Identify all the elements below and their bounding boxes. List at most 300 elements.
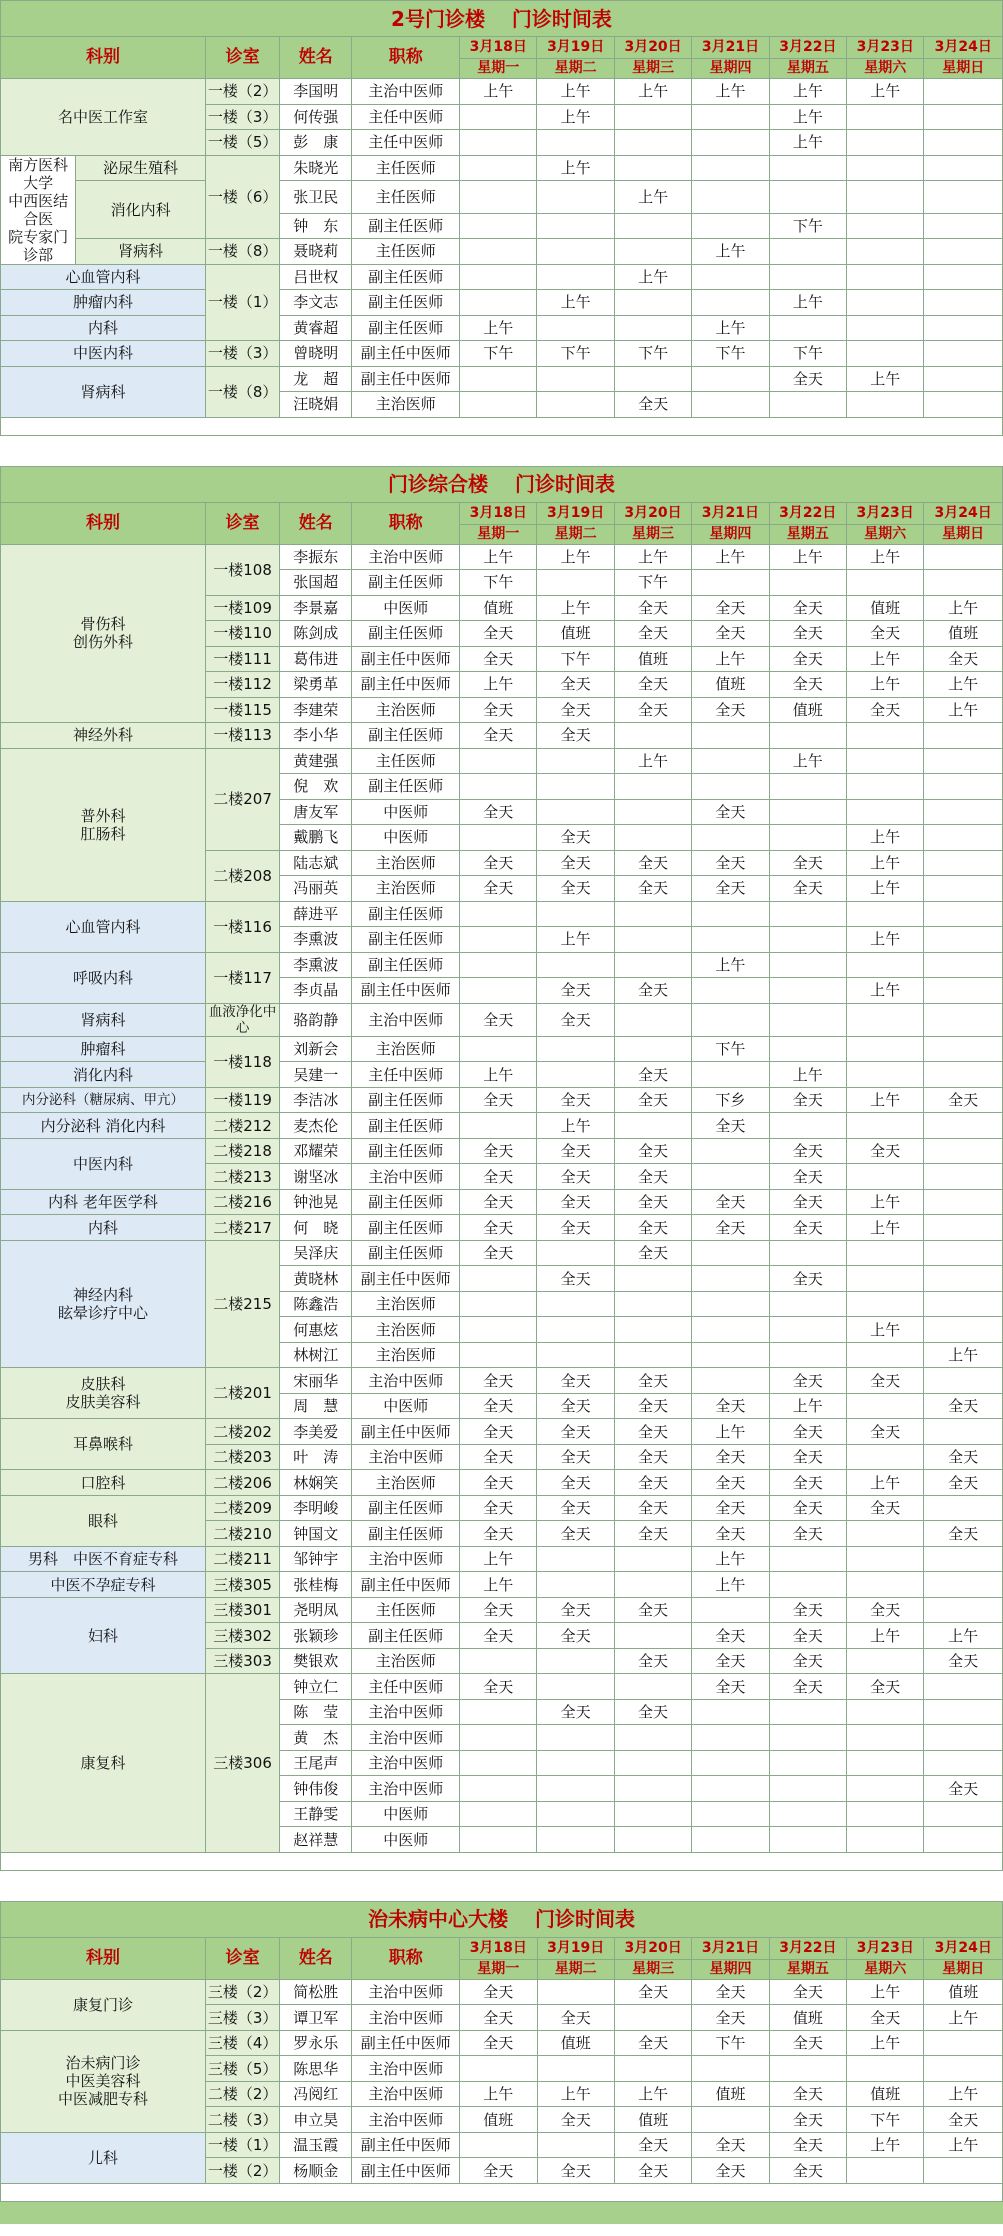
schedule-row — [1, 1979, 1003, 2005]
schedule-slot: 全天 — [692, 1648, 769, 1674]
schedule-slot — [769, 1572, 846, 1598]
schedule-slot — [692, 155, 769, 181]
schedule-slot — [846, 1725, 923, 1751]
schedule-slot: 全天 — [537, 1138, 614, 1164]
schedule-slot: 全天 — [769, 1266, 846, 1292]
schedule-slot — [769, 392, 846, 418]
schedule-slot: 全天 — [460, 1138, 537, 1164]
header-title: 职称 — [352, 1937, 460, 1979]
schedule-slot — [614, 1266, 691, 1292]
schedule-row — [1, 1036, 1003, 1062]
schedule-row — [1, 1240, 1003, 1266]
schedule-slot: 全天 — [692, 1521, 769, 1547]
header-row-dates — [1, 37, 1003, 59]
schedule-slot: 上午 — [537, 104, 614, 130]
schedule-slot: 全天 — [460, 1368, 537, 1394]
doctor-title: 主治医师 — [352, 1342, 460, 1368]
schedule-slot — [924, 978, 1003, 1004]
schedule-slot: 上午 — [847, 79, 924, 105]
schedule-slot — [924, 1546, 1003, 1572]
doctor-title: 副主任医师 — [352, 1215, 460, 1241]
doctor-name: 张国超 — [280, 570, 352, 596]
schedule-slot: 全天 — [614, 672, 691, 698]
doctor-title: 副主任中医师 — [352, 2030, 460, 2056]
schedule-slot — [537, 1240, 614, 1266]
room-cell: 二楼207 — [205, 748, 279, 850]
schedule-slot — [460, 2056, 537, 2082]
room-cell: 三楼303 — [205, 1648, 279, 1674]
schedule-slot — [614, 366, 691, 392]
schedule-slot: 上午 — [846, 1317, 923, 1343]
schedule-slot: 全天 — [769, 2081, 846, 2107]
schedule-slot: 全天 — [614, 1393, 691, 1419]
schedule-slot — [614, 1546, 691, 1572]
schedule-slot — [924, 723, 1003, 749]
schedule-slot: 全天 — [924, 1393, 1003, 1419]
schedule-slot — [769, 978, 846, 1004]
doctor-title: 中医师 — [352, 1393, 460, 1419]
schedule-slot: 上午 — [769, 1062, 846, 1088]
header-weekday: 星期三 — [614, 1959, 691, 1979]
schedule-slot — [460, 392, 537, 418]
doctor-title: 副主任医师 — [352, 1113, 460, 1139]
room-cell: 三楼（2） — [205, 1979, 279, 2005]
header-date: 3月19日 — [537, 502, 614, 524]
schedule-slot: 全天 — [846, 1597, 923, 1623]
schedule-slot: 全天 — [614, 1470, 691, 1496]
header-name: 姓名 — [280, 1937, 352, 1979]
header-name: 姓名 — [280, 502, 352, 544]
schedule-slot: 全天 — [769, 1164, 846, 1190]
schedule-slot: 上午 — [769, 748, 846, 774]
department-cell: 内分泌科 消化内科 — [1, 1113, 206, 1139]
schedule-slot — [924, 2158, 1003, 2184]
header-weekday: 星期六 — [847, 59, 924, 79]
schedule-slot — [614, 1801, 691, 1827]
doctor-title: 副主任医师 — [352, 1087, 460, 1113]
schedule-slot — [537, 1036, 614, 1062]
room-cell: 一楼115 — [205, 697, 279, 723]
schedule-slot: 全天 — [460, 1623, 537, 1649]
schedule-slot: 下午 — [614, 570, 691, 596]
schedule-slot — [460, 130, 537, 156]
doctor-name: 冯丽英 — [280, 876, 352, 902]
room-cell: 三楼306 — [205, 1674, 279, 1853]
doctor-title: 主治医师 — [352, 876, 460, 902]
schedule-slot: 上午 — [692, 1572, 769, 1598]
schedule-slot — [614, 901, 691, 927]
schedule-slot: 全天 — [614, 1368, 691, 1394]
schedule-slot: 全天 — [692, 1189, 769, 1215]
header-date: 3月24日 — [924, 37, 1003, 59]
sub-department-cell: 肾病科 — [76, 239, 206, 265]
doctor-title: 副主任中医师 — [352, 366, 460, 392]
department-cell: 耳鼻喉科 — [1, 1419, 206, 1470]
schedule-slot: 全天 — [769, 1087, 846, 1113]
room-cell: 一楼（2） — [205, 79, 279, 105]
schedule-slot — [460, 366, 537, 392]
schedule-slot — [924, 290, 1003, 316]
schedule-slot — [846, 1113, 923, 1139]
schedule-slot — [460, 181, 537, 214]
doctor-name: 李明峻 — [280, 1495, 352, 1521]
schedule-slot: 全天 — [460, 2030, 537, 2056]
schedule-table — [0, 466, 1003, 1871]
department-cell: 肾病科 — [1, 1003, 206, 1036]
department-cell: 男科 中医不育症专科 — [1, 1546, 206, 1572]
schedule-slot — [769, 1827, 846, 1853]
schedule-slot — [537, 799, 614, 825]
schedule-row — [1, 315, 1003, 341]
doctor-name: 黄 杰 — [280, 1725, 352, 1751]
schedule-slot: 值班 — [614, 2107, 691, 2133]
room-cell: 一楼（1） — [205, 264, 279, 341]
schedule-slot — [692, 392, 769, 418]
schedule-slot — [769, 1036, 846, 1062]
schedule-slot: 下午 — [460, 570, 537, 596]
schedule-slot — [614, 799, 691, 825]
doctor-name: 王尾声 — [280, 1750, 352, 1776]
schedule-row — [1, 79, 1003, 105]
schedule-slot: 值班 — [769, 697, 846, 723]
room-cell: 三楼（5） — [205, 2056, 279, 2082]
schedule-slot: 全天 — [537, 1419, 614, 1445]
doctor-name: 吴泽庆 — [280, 1240, 352, 1266]
doctor-title: 主治医师 — [352, 1470, 460, 1496]
schedule-slot — [460, 1750, 537, 1776]
schedule-slot — [460, 1725, 537, 1751]
room-cell: 二楼215 — [205, 1240, 279, 1368]
schedule-slot: 上午 — [460, 1546, 537, 1572]
doctor-name: 邓耀荣 — [280, 1138, 352, 1164]
schedule-slot — [614, 927, 691, 953]
schedule-slot: 下午 — [614, 341, 691, 367]
doctor-name: 聂晓莉 — [280, 239, 352, 265]
schedule-slot — [924, 341, 1003, 367]
schedule-slot: 全天 — [460, 697, 537, 723]
doctor-name: 李熏波 — [280, 927, 352, 953]
schedule-slot: 全天 — [460, 1597, 537, 1623]
schedule-slot: 全天 — [460, 2005, 537, 2031]
schedule-slot — [846, 799, 923, 825]
schedule-slot: 全天 — [769, 1470, 846, 1496]
schedule-slot — [460, 1648, 537, 1674]
header-weekday: 星期一 — [460, 524, 537, 544]
doctor-name: 周 慧 — [280, 1393, 352, 1419]
schedule-slot — [846, 1699, 923, 1725]
schedule-slot: 全天 — [614, 1444, 691, 1470]
schedule-slot: 全天 — [769, 1215, 846, 1241]
doctor-title: 副主任医师 — [352, 952, 460, 978]
schedule-slot: 全天 — [692, 697, 769, 723]
schedule-slot — [846, 901, 923, 927]
doctor-name: 陈思华 — [280, 2056, 352, 2082]
doctor-title: 副主任医师 — [352, 1189, 460, 1215]
doctor-title: 副主任中医师 — [352, 672, 460, 698]
schedule-slot — [692, 1750, 769, 1776]
schedule-slot — [537, 570, 614, 596]
doctor-title: 副主任医师 — [352, 290, 460, 316]
schedule-slot: 全天 — [924, 2107, 1003, 2133]
schedule-slot: 下午 — [692, 1036, 769, 1062]
schedule-slot: 上午 — [846, 978, 923, 1004]
header-dept: 科别 — [1, 1937, 206, 1979]
doctor-title: 副主任中医师 — [352, 2158, 460, 2184]
schedule-slot — [846, 1750, 923, 1776]
schedule-slot — [924, 1189, 1003, 1215]
schedule-slot: 全天 — [769, 2158, 846, 2184]
schedule-slot — [924, 1291, 1003, 1317]
schedule-slot: 上午 — [769, 130, 846, 156]
schedule-slot: 上午 — [846, 1470, 923, 1496]
schedule-slot — [769, 799, 846, 825]
schedule-slot: 上午 — [846, 672, 923, 698]
department-cell: 肿瘤内科 — [1, 290, 206, 316]
header-weekday: 星期二 — [537, 524, 614, 544]
schedule-slot: 全天 — [537, 1470, 614, 1496]
schedule-slot — [924, 1215, 1003, 1241]
schedule-slot — [924, 1266, 1003, 1292]
header-weekday: 星期四 — [692, 1959, 769, 1979]
room-cell: 一楼（8） — [205, 239, 279, 265]
schedule-slot — [537, 1546, 614, 1572]
department-cell: 消化内科 — [1, 1062, 206, 1088]
schedule-slot: 下午 — [537, 646, 614, 672]
schedule-slot — [692, 1801, 769, 1827]
schedule-slot — [614, 104, 691, 130]
schedule-slot — [924, 825, 1003, 851]
schedule-slot — [537, 315, 614, 341]
doctor-title: 主治中医师 — [352, 544, 460, 570]
schedule-slot — [692, 774, 769, 800]
schedule-row — [1, 544, 1003, 570]
header-date: 3月21日 — [692, 1937, 769, 1959]
schedule-slot: 全天 — [537, 2005, 614, 2031]
schedule-slot: 上午 — [692, 79, 769, 105]
schedule-slot: 全天 — [769, 1979, 846, 2005]
schedule-slot — [924, 2030, 1003, 2056]
schedule-slot: 全天 — [537, 1623, 614, 1649]
schedule-slot — [537, 213, 614, 239]
schedule-row — [1, 1138, 1003, 1164]
header-weekday: 星期二 — [537, 1959, 614, 1979]
schedule-slot: 上午 — [692, 646, 769, 672]
schedule-slot — [924, 104, 1003, 130]
schedule-slot: 上午 — [924, 1342, 1003, 1368]
department-cell: 心血管内科 — [1, 901, 206, 952]
doctor-title: 中医师 — [352, 825, 460, 851]
schedule-slot: 全天 — [769, 1138, 846, 1164]
schedule-slot — [614, 213, 691, 239]
schedule-row — [1, 1062, 1003, 1088]
schedule-slot — [614, 1750, 691, 1776]
doctor-title: 主任中医师 — [352, 1062, 460, 1088]
room-cell: 一楼（8） — [205, 366, 279, 417]
schedule-slot: 上午 — [692, 544, 769, 570]
schedule-slot — [847, 155, 924, 181]
section-spacer — [0, 436, 1003, 466]
doctor-title: 副主任医师 — [352, 901, 460, 927]
schedule-slot — [692, 1699, 769, 1725]
schedule-slot: 全天 — [460, 621, 537, 647]
doctor-name: 梁勇革 — [280, 672, 352, 698]
schedule-slot: 全天 — [460, 1674, 537, 1700]
schedule-slot: 全天 — [769, 876, 846, 902]
schedule-slot — [924, 927, 1003, 953]
blank-cell — [1, 1852, 1003, 1870]
room-cell: 二楼203 — [205, 1444, 279, 1470]
schedule-slot — [460, 978, 537, 1004]
doctor-title: 主治医师 — [352, 392, 460, 418]
schedule-slot — [537, 1801, 614, 1827]
schedule-row — [1, 1087, 1003, 1113]
schedule-slot: 全天 — [460, 1215, 537, 1241]
schedule-slot — [924, 1036, 1003, 1062]
schedule-slot: 上午 — [847, 2030, 924, 2056]
room-cell: 三楼305 — [205, 1572, 279, 1598]
doctor-name: 李建荣 — [280, 697, 352, 723]
schedule-slot: 值班 — [769, 2005, 846, 2031]
doctor-name: 黄建强 — [280, 748, 352, 774]
schedule-slot: 上午 — [692, 239, 769, 265]
schedule-slot — [460, 1317, 537, 1343]
schedule-slot — [846, 1003, 923, 1036]
schedule-slot — [846, 570, 923, 596]
department-cell: 南方医科大学 中西医结合医 院专家门诊部 — [1, 155, 76, 264]
schedule-slot — [692, 104, 769, 130]
doctor-name: 林娴笑 — [280, 1470, 352, 1496]
schedule-slot — [614, 825, 691, 851]
schedule-slot — [847, 290, 924, 316]
doctor-name: 陈 莹 — [280, 1699, 352, 1725]
schedule-slot — [846, 1240, 923, 1266]
doctor-name: 刘新会 — [280, 1036, 352, 1062]
room-cell: 一楼110 — [205, 621, 279, 647]
header-date: 3月24日 — [924, 502, 1003, 524]
schedule-slot — [614, 1342, 691, 1368]
schedule-slot — [924, 1674, 1003, 1700]
schedule-slot: 全天 — [692, 1495, 769, 1521]
doctor-name: 何 晓 — [280, 1215, 352, 1241]
schedule-row — [1, 2132, 1003, 2158]
doctor-name: 杨顺金 — [280, 2158, 352, 2184]
doctor-name: 钟立仁 — [280, 1674, 352, 1700]
schedule-slot — [846, 1572, 923, 1598]
schedule-slot — [460, 213, 537, 239]
schedule-slot: 下午 — [692, 2030, 769, 2056]
header-date: 3月20日 — [614, 37, 691, 59]
schedule-slot — [614, 290, 691, 316]
schedule-slot: 上午 — [537, 79, 614, 105]
department-cell: 呼吸内科 — [1, 952, 206, 1003]
schedule-slot: 全天 — [846, 1138, 923, 1164]
header-room: 诊室 — [205, 502, 279, 544]
doctor-name: 樊银欢 — [280, 1648, 352, 1674]
schedule-slot: 全天 — [692, 1444, 769, 1470]
blank-row — [1, 1852, 1003, 1870]
schedule-slot: 全天 — [692, 2158, 769, 2184]
footer-bar — [0, 2202, 1003, 2224]
schedule-slot — [924, 392, 1003, 418]
doctor-name: 谭卫军 — [280, 2005, 352, 2031]
room-cell: 一楼（1） — [205, 2132, 279, 2158]
schedule-slot — [846, 1521, 923, 1547]
department-cell: 内科 — [1, 1215, 206, 1241]
schedule-slot — [924, 239, 1003, 265]
schedule-slot: 全天 — [614, 1189, 691, 1215]
schedule-slot — [924, 1419, 1003, 1445]
schedule-slot — [769, 181, 846, 214]
schedule-slot: 全天 — [537, 1444, 614, 1470]
schedule-slot — [537, 952, 614, 978]
schedule-slot — [924, 1368, 1003, 1394]
schedule-slot: 全天 — [769, 1674, 846, 1700]
header-weekday: 星期日 — [924, 1959, 1003, 1979]
schedule-slot — [692, 1003, 769, 1036]
doctor-name: 钟池晃 — [280, 1189, 352, 1215]
doctor-name: 张桂梅 — [280, 1572, 352, 1598]
header-weekday: 星期五 — [769, 59, 846, 79]
schedule-slot: 上午 — [846, 876, 923, 902]
schedule-slot: 全天 — [537, 1087, 614, 1113]
schedule-slot — [924, 850, 1003, 876]
doctor-title: 主治中医师 — [352, 2081, 460, 2107]
doctor-title: 副主任医师 — [352, 927, 460, 953]
doctor-title: 主任医师 — [352, 1597, 460, 1623]
schedule-slot — [537, 901, 614, 927]
schedule-slot — [537, 1725, 614, 1751]
schedule-slot: 上午 — [614, 79, 691, 105]
doctor-title: 中医师 — [352, 1801, 460, 1827]
doctor-name: 钟 东 — [280, 213, 352, 239]
doctor-name: 彭 康 — [280, 130, 352, 156]
schedule-slot — [924, 952, 1003, 978]
header-weekday: 星期六 — [847, 1959, 924, 1979]
schedule-slot: 上午 — [846, 850, 923, 876]
schedule-slot — [614, 1003, 691, 1036]
schedule-slot — [537, 181, 614, 214]
department-cell: 治未病门诊 中医美容科 中医减肥专科 — [1, 2030, 206, 2132]
schedule-slot: 全天 — [692, 595, 769, 621]
schedule-slot: 全天 — [460, 799, 537, 825]
schedule-slot — [614, 1113, 691, 1139]
schedule-slot: 全天 — [692, 1393, 769, 1419]
schedule-slot — [614, 723, 691, 749]
schedule-slot: 上午 — [924, 2005, 1003, 2031]
schedule-slot: 值班 — [537, 2030, 614, 2056]
schedule-slot — [614, 1317, 691, 1343]
schedule-slot — [846, 1062, 923, 1088]
schedule-slot — [460, 239, 537, 265]
schedule-slot — [924, 544, 1003, 570]
schedule-slot: 全天 — [460, 1087, 537, 1113]
header-weekday: 星期一 — [460, 1959, 537, 1979]
schedule-slot: 上午 — [692, 952, 769, 978]
doctor-title: 主治中医师 — [352, 1725, 460, 1751]
header-title: 职称 — [352, 37, 460, 79]
schedule-row — [1, 901, 1003, 927]
schedule-slot — [692, 290, 769, 316]
schedule-slot: 全天 — [614, 621, 691, 647]
blank-cell — [1, 2183, 1003, 2201]
doctor-title: 主治中医师 — [352, 1444, 460, 1470]
schedule-slot — [614, 952, 691, 978]
schedule-slot: 下乡 — [692, 1087, 769, 1113]
schedule-row — [1, 1113, 1003, 1139]
doctor-name: 何惠炫 — [280, 1317, 352, 1343]
header-weekday: 星期三 — [614, 59, 691, 79]
room-cell: 一楼108 — [205, 544, 279, 595]
